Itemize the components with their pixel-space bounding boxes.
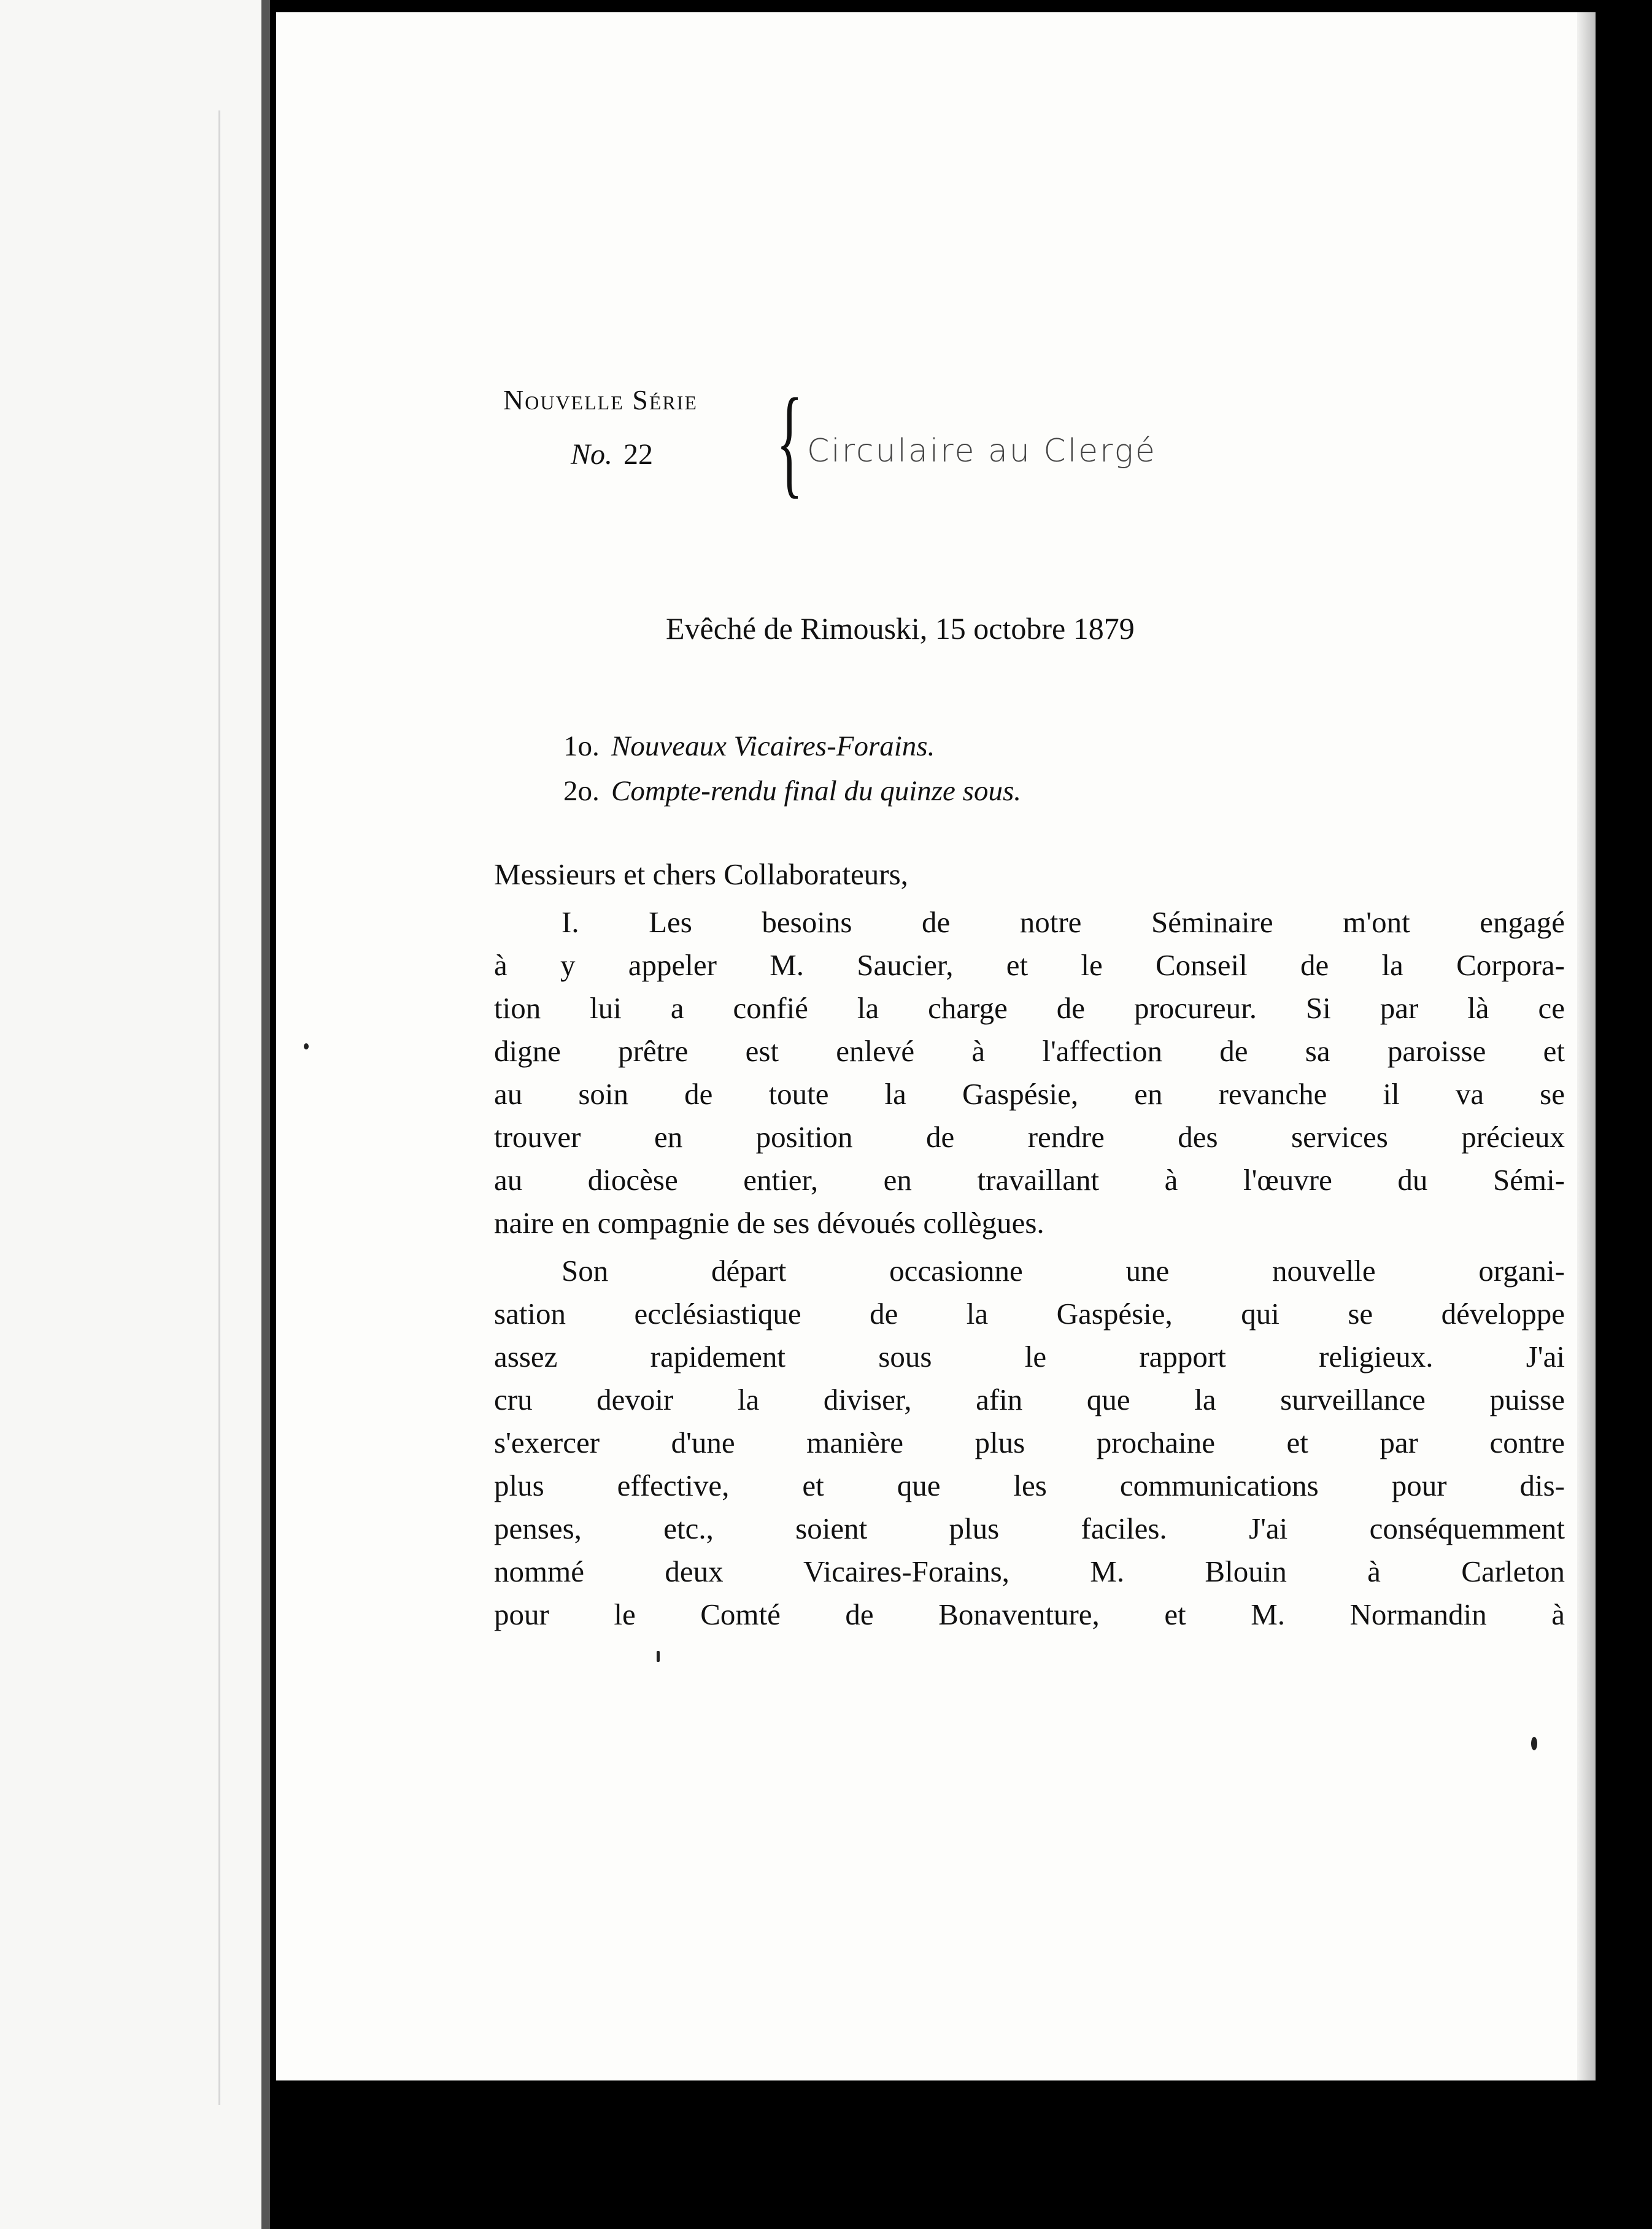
dateline: Evêché de Rimouski, 15 octobre 1879 — [666, 611, 1135, 646]
document-page — [276, 12, 1596, 2080]
text-line: pour le Comté de Bonaventure, et M. Normandin à — [494, 1597, 1565, 1631]
scan-speck — [1531, 1737, 1537, 1750]
text-line: à y appeler M. Saucier, et le Conseil de la Corpora- — [494, 948, 1565, 982]
letter-body — [494, 853, 1565, 1636]
text-line: sation ecclésiastique de la Gaspésie, qui se développe — [494, 1297, 1565, 1331]
binding-shadow — [261, 0, 270, 2229]
summary-item-text: Compte-rendu final du quinze sous. — [611, 775, 1021, 807]
text-line: nommé deux Vicaires-Forains, M. Blouin à Carleton — [494, 1555, 1565, 1588]
series-block — [503, 384, 822, 471]
scan-speck — [304, 1043, 309, 1049]
text-line: Son départ occasionne une nouvelle organi- — [562, 1254, 1565, 1288]
text-line: s'exercer d'une manière plus prochaine et par contre — [494, 1426, 1565, 1459]
salutation: Messieurs et chers Collaborateurs, — [494, 857, 908, 891]
text-line: assez rapidement sous le rapport religieux. J'ai — [494, 1340, 1565, 1373]
paragraph-1 — [494, 901, 1565, 1245]
text-line: cru devoir la diviser, afin que la surveillance puisse — [494, 1383, 1565, 1416]
series-label: Nouvelle Série — [503, 384, 698, 415]
series-number-value: 22 — [623, 438, 654, 471]
text-line: plus effective, et que les communications pour dis- — [494, 1469, 1565, 1502]
circular-title: Circulaire au Clergé — [807, 433, 1157, 469]
summary-item-number: 2o. — [563, 775, 600, 807]
text-line: naire en compagnie de ses dévoués collègues. — [494, 1206, 1044, 1240]
text-line: trouver en position de rendre des services précieux — [494, 1120, 1565, 1154]
summary-item-number: 1o. — [563, 730, 600, 762]
scan-speck — [657, 1651, 660, 1662]
text-line: digne prêtre est enlevé à l'affection de sa paroisse et — [494, 1034, 1565, 1068]
text-line: penses, etc., soient plus faciles. J'ai conséquemment — [494, 1512, 1565, 1545]
summary-item — [563, 724, 1021, 769]
previous-page-leaf — [0, 0, 270, 2229]
curly-brace-icon: { — [776, 374, 803, 509]
text-line: tion lui a confié la charge de procureur. Si par là ce — [494, 991, 1565, 1025]
summary-item — [563, 769, 1021, 814]
page-fold-line — [218, 110, 220, 2105]
summary-list — [563, 724, 1021, 814]
paragraph-2 — [494, 1250, 1565, 1636]
series-number-prefix: No. — [571, 438, 613, 471]
text-line: au diocèse entier, en travaillant à l'œuvre du Sémi- — [494, 1163, 1565, 1197]
summary-item-text: Nouveaux Vicaires-Forains. — [611, 730, 935, 762]
text-line: I. Les besoins de notre Séminaire m'ont engagé — [562, 905, 1565, 939]
page-edge-shadow — [1577, 12, 1596, 2080]
text-line: au soin de toute la Gaspésie, en revanche il va se — [494, 1077, 1565, 1111]
